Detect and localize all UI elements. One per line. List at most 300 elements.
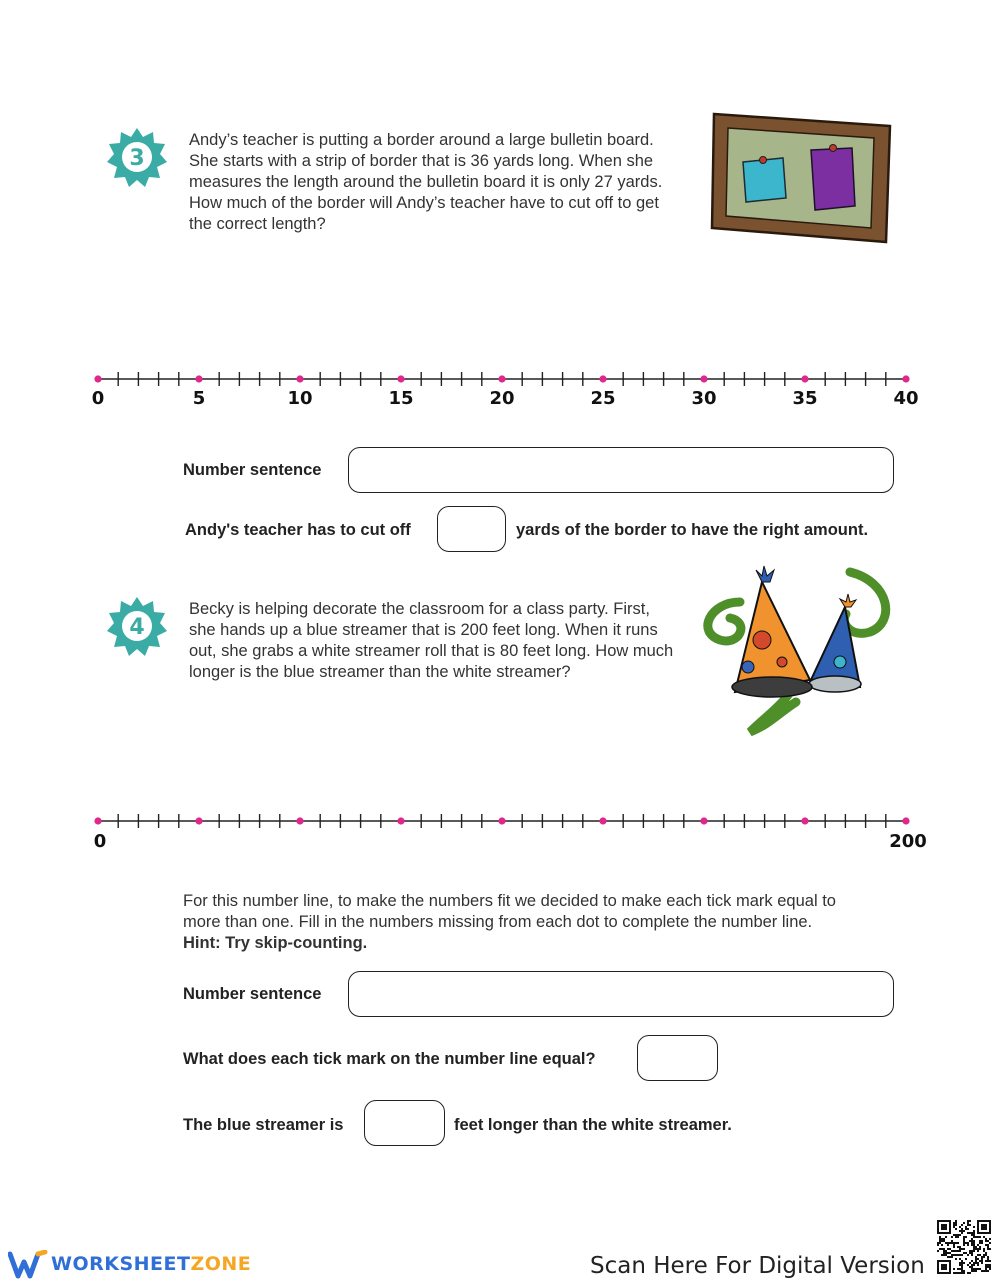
qr-module: [987, 1270, 989, 1272]
blue-hat-brim: [809, 676, 861, 692]
number-line-1-dot: [94, 375, 101, 382]
qr-module: [971, 1260, 973, 1262]
number-line-2-dot: [801, 817, 808, 824]
qr-module: [985, 1244, 987, 1246]
question-3-line: the correct length?: [189, 215, 326, 233]
qr-module: [975, 1262, 977, 1264]
logo-word-zone: ZONE: [190, 1253, 252, 1275]
qr-module: [973, 1262, 975, 1264]
qr-module: [979, 1246, 981, 1248]
qr-module: [967, 1254, 969, 1256]
hint-text: Hint: Try skip-counting.: [183, 934, 368, 952]
qr-module: [971, 1268, 973, 1270]
qr-module: [959, 1234, 961, 1236]
qr-module: [973, 1234, 975, 1236]
qr-module: [989, 1260, 991, 1262]
qr-module: [979, 1242, 981, 1244]
blue-note-pin: [760, 157, 767, 164]
qr-module: [957, 1268, 959, 1270]
qr-module: [985, 1264, 987, 1266]
qr-module: [961, 1262, 963, 1264]
qr-module: [941, 1244, 943, 1246]
purple-note-pin: [830, 145, 837, 152]
qr-module: [967, 1224, 969, 1226]
qr-module: [989, 1268, 991, 1270]
qr-module: [971, 1270, 973, 1272]
qr-module: [961, 1230, 963, 1232]
qr-module: [937, 1244, 939, 1246]
qr-module: [957, 1236, 959, 1238]
qr-module: [971, 1250, 973, 1252]
blue-party-hat: [810, 607, 860, 687]
qr-module: [941, 1238, 943, 1240]
qr-module: [989, 1248, 991, 1250]
qr-module: [943, 1238, 945, 1240]
qr-module: [981, 1242, 983, 1244]
qr-module: [973, 1230, 975, 1232]
qr-module: [967, 1222, 969, 1224]
qr-module: [989, 1242, 991, 1244]
number-line-2-end-label: 200: [889, 831, 927, 852]
number-line-2-start-label: 0: [93, 831, 107, 852]
qr-module: [973, 1232, 975, 1234]
number-line-1-dot: [902, 375, 909, 382]
qr-module: [975, 1256, 977, 1258]
qr-module: [955, 1272, 957, 1274]
qr-module: [975, 1270, 977, 1272]
blue-hat-dot: [834, 656, 846, 668]
qr-module: [959, 1258, 961, 1260]
scan-digital-version-text: Scan Here For Digital Version: [590, 1253, 925, 1279]
qr-module: [945, 1252, 947, 1254]
qr-module: [989, 1264, 991, 1266]
qr-module: [971, 1234, 973, 1236]
qr-module: [939, 1236, 941, 1238]
tick-mark-answer-box[interactable]: [637, 1035, 718, 1081]
hat-pompom: [840, 594, 856, 607]
answer-prefix-q3: Andy's teacher has to cut off: [185, 521, 411, 539]
qr-module: [951, 1250, 953, 1252]
question-4-line: Becky is helping decorate the classroom for a class party. First,: [189, 600, 650, 618]
qr-module: [981, 1262, 983, 1264]
qr-module: [973, 1264, 975, 1266]
qr-module: [969, 1262, 971, 1264]
qr-module: [965, 1252, 967, 1254]
qr-module: [955, 1258, 957, 1260]
qr-module: [949, 1256, 951, 1258]
qr-module: [981, 1256, 983, 1258]
qr-module: [977, 1248, 979, 1250]
purple-note: [811, 148, 855, 210]
qr-module: [955, 1234, 957, 1236]
hat-pompom: [756, 566, 774, 582]
number-line-2-dot: [94, 817, 101, 824]
number-line-1-label: 40: [893, 388, 919, 409]
qr-module: [941, 1254, 943, 1256]
qr-module: [953, 1246, 955, 1248]
qr-module: [969, 1250, 971, 1252]
qr-module: [977, 1254, 979, 1256]
number-line-1-label: 5: [192, 388, 206, 409]
qr-module: [981, 1270, 983, 1272]
question-3-number: 3: [129, 146, 145, 171]
answer-suffix-q3: yards of the border to have the right amount.: [516, 521, 869, 539]
qr-module: [953, 1222, 955, 1224]
qr-module: [955, 1242, 957, 1244]
qr-module: [963, 1242, 965, 1244]
qr-module: [987, 1244, 989, 1246]
qr-module: [953, 1244, 955, 1246]
qr-module: [957, 1246, 959, 1248]
number-sentence-label: Number sentence: [183, 985, 322, 1003]
qr-module: [953, 1268, 955, 1270]
qr-module: [945, 1250, 947, 1252]
qr-module: [961, 1264, 963, 1266]
qr-module: [945, 1236, 947, 1238]
qr-module: [953, 1272, 955, 1274]
qr-module: [985, 1240, 987, 1242]
qr-module: [979, 1240, 981, 1242]
number-sentence-label: Number sentence: [183, 461, 322, 479]
qr-module: [977, 1262, 979, 1264]
qr-module: [957, 1272, 959, 1274]
qr-module: [939, 1248, 941, 1250]
question-4-line: out, she grabs a white streamer roll that is 80 feet long. How much: [189, 642, 674, 660]
question-4-text: [189, 599, 709, 683]
question-4-instructions: [183, 891, 903, 954]
qr-module: [951, 1256, 953, 1258]
qr-module: [973, 1244, 975, 1246]
qr-module: [985, 1270, 987, 1272]
qr-module: [961, 1232, 963, 1234]
qr-module: [973, 1250, 975, 1252]
qr-module: [947, 1248, 949, 1250]
qr-module: [967, 1232, 969, 1234]
qr-module: [963, 1248, 965, 1250]
number-line-2-dot: [296, 817, 303, 824]
qr-module: [961, 1260, 963, 1262]
orange-hat-dot: [742, 661, 754, 673]
question-3: [0, 0, 1000, 560]
qr-module: [959, 1254, 961, 1256]
qr-module: [987, 1266, 989, 1268]
orange-party-hat: [735, 582, 810, 692]
qr-module: [959, 1248, 961, 1250]
qr-module: [959, 1268, 961, 1270]
qr-module: [961, 1254, 963, 1256]
qr-module: [985, 1266, 987, 1268]
qr-module: [953, 1254, 955, 1256]
qr-module: [967, 1264, 969, 1266]
qr-module: [951, 1254, 953, 1256]
qr-module: [963, 1270, 965, 1272]
tick-mark-question: What does each tick mark on the number line equal?: [183, 1050, 596, 1068]
qr-module: [987, 1258, 989, 1260]
qr-module: [961, 1228, 963, 1230]
number-line-1-label: 35: [792, 388, 818, 409]
qr-module: [959, 1246, 961, 1248]
qr-module: [969, 1272, 971, 1274]
qr-module: [941, 1248, 943, 1250]
number-line-2-dot: [599, 817, 606, 824]
qr-module: [955, 1236, 957, 1238]
qr-module: [951, 1236, 953, 1238]
qr-module: [961, 1224, 963, 1226]
qr-module: [971, 1238, 973, 1240]
qr-module: [971, 1244, 973, 1246]
qr-module: [965, 1226, 967, 1228]
qr-module: [971, 1242, 973, 1244]
instruction-line: more than one. Fill in the numbers missing from each dot to complete the number line.: [183, 913, 813, 931]
qr-module: [975, 1258, 977, 1260]
qr-module: [963, 1244, 965, 1246]
qr-module: [963, 1236, 965, 1238]
qr-module: [959, 1264, 961, 1266]
qr-module: [955, 1228, 957, 1230]
qr-module: [947, 1242, 949, 1244]
instruction-line: For this number line, to make the numbers fit we decided to make each tick mark equal to: [183, 892, 836, 910]
qr-module: [985, 1238, 987, 1240]
qr-module: [963, 1238, 965, 1240]
qr-module: [983, 1248, 985, 1250]
qr-module: [955, 1222, 957, 1224]
qr-module: [983, 1236, 985, 1238]
number-line-1-dot: [195, 375, 202, 382]
question-3-line: How much of the border will Andy’s teacher have to cut off to get: [189, 194, 659, 212]
question-4-line: longer is the blue streamer than the white streamer?: [189, 663, 571, 681]
qr-module: [975, 1260, 977, 1262]
qr-module: [967, 1228, 969, 1230]
qr-module: [979, 1248, 981, 1250]
question-4-line: she hands up a blue streamer that is 200 feet long. When it runs: [189, 621, 658, 639]
qr-module: [981, 1260, 983, 1262]
qr-module: [987, 1260, 989, 1262]
qr-module: [977, 1250, 979, 1252]
qr-module: [977, 1244, 979, 1246]
qr-module: [959, 1272, 961, 1274]
qr-module: [967, 1242, 969, 1244]
qr-code[interactable]: [935, 1218, 993, 1276]
orange-hat-brim: [732, 677, 812, 697]
qr-module: [973, 1248, 975, 1250]
qr-module: [983, 1256, 985, 1258]
number-sentence-box-q3[interactable]: [348, 447, 894, 493]
streamer-difference-box[interactable]: [364, 1100, 445, 1146]
qr-module: [951, 1242, 953, 1244]
qr-module: [983, 1250, 985, 1252]
worksheet-zone-logo[interactable]: [51, 1253, 251, 1275]
qr-module: [975, 1236, 977, 1238]
answer-prefix-q4: The blue streamer is: [183, 1116, 344, 1134]
qr-module: [985, 1252, 987, 1254]
worksheet-zone-logo-icon: [8, 1250, 48, 1280]
qr-module: [949, 1248, 951, 1250]
qr-module: [963, 1222, 965, 1224]
number-line-1-dot: [700, 375, 707, 382]
qr-module: [949, 1252, 951, 1254]
qr-module: [953, 1234, 955, 1236]
qr-module: [937, 1250, 939, 1252]
qr-module: [971, 1252, 973, 1254]
footer: [0, 1215, 1000, 1285]
qr-module: [971, 1264, 973, 1266]
qr-module: [973, 1240, 975, 1242]
number-line-2-dot: [397, 817, 404, 824]
party-hats-illustration: [700, 562, 896, 742]
qr-module: [985, 1268, 987, 1270]
qr-module: [959, 1230, 961, 1232]
number-line-2-dot: [700, 817, 707, 824]
orange-hat-dot: [777, 657, 787, 667]
qr-module: [947, 1256, 949, 1258]
qr-module: [943, 1254, 945, 1256]
qr-module: [987, 1240, 989, 1242]
qr-module: [975, 1246, 977, 1248]
qr-module: [971, 1266, 973, 1268]
qr-module: [967, 1272, 969, 1274]
qr-finder-pattern: [941, 1264, 947, 1270]
qr-module: [963, 1262, 965, 1264]
number-line-2-dot: [195, 817, 202, 824]
qr-module: [953, 1250, 955, 1252]
qr-module: [987, 1256, 989, 1258]
qr-module: [981, 1240, 983, 1242]
qr-module: [975, 1248, 977, 1250]
qr-module: [973, 1270, 975, 1272]
question-4-number: 4: [129, 615, 145, 640]
qr-module: [955, 1254, 957, 1256]
qr-module: [939, 1242, 941, 1244]
number-sentence-box-q4[interactable]: [348, 971, 894, 1017]
logo-word-worksheet: WORKSHEET: [51, 1253, 191, 1275]
qr-module: [943, 1252, 945, 1254]
qr-module: [969, 1232, 971, 1234]
qr-module: [955, 1250, 957, 1252]
qr-module: [951, 1240, 953, 1242]
qr-module: [985, 1254, 987, 1256]
qr-module: [981, 1258, 983, 1260]
qr-module: [947, 1244, 949, 1246]
qr-module: [941, 1240, 943, 1242]
qr-module: [987, 1248, 989, 1250]
qr-module: [937, 1242, 939, 1244]
qr-module: [975, 1268, 977, 1270]
qr-module: [983, 1270, 985, 1272]
cut-off-answer-box[interactable]: [437, 506, 506, 552]
qr-module: [973, 1242, 975, 1244]
qr-module: [945, 1242, 947, 1244]
qr-module: [955, 1220, 957, 1222]
qr-module: [959, 1250, 961, 1252]
qr-module: [957, 1250, 959, 1252]
qr-module: [979, 1254, 981, 1256]
qr-module: [961, 1266, 963, 1268]
qr-module: [977, 1268, 979, 1270]
qr-module: [963, 1230, 965, 1232]
qr-module: [965, 1242, 967, 1244]
qr-module: [971, 1254, 973, 1256]
qr-module: [973, 1236, 975, 1238]
qr-module: [973, 1246, 975, 1248]
qr-module: [969, 1220, 971, 1222]
qr-module: [979, 1260, 981, 1262]
qr-module: [977, 1258, 979, 1260]
number-line-1-dot: [599, 375, 606, 382]
qr-module: [967, 1220, 969, 1222]
qr-module: [961, 1272, 963, 1274]
qr-module: [965, 1228, 967, 1230]
qr-module: [961, 1270, 963, 1272]
qr-module: [977, 1264, 979, 1266]
qr-finder-pattern: [981, 1224, 987, 1230]
answer-suffix-q4: feet longer than the white streamer.: [454, 1116, 732, 1134]
qr-module: [939, 1240, 941, 1242]
number-line-1-dot: [498, 375, 505, 382]
qr-module: [987, 1246, 989, 1248]
qr-module: [965, 1258, 967, 1260]
qr-module: [989, 1266, 991, 1268]
qr-module: [953, 1224, 955, 1226]
qr-module: [969, 1266, 971, 1268]
number-line-1-label: 15: [388, 388, 414, 409]
qr-module: [949, 1242, 951, 1244]
qr-module: [959, 1262, 961, 1264]
qr-module: [959, 1226, 961, 1228]
qr-module: [961, 1268, 963, 1270]
qr-module: [953, 1226, 955, 1228]
question-3-badge: [107, 127, 167, 187]
qr-module: [963, 1252, 965, 1254]
question-3-line: She starts with a strip of border that is 36 yards long. When she: [189, 152, 654, 170]
qr-module: [983, 1254, 985, 1256]
qr-module: [963, 1272, 965, 1274]
number-line-1-label: 10: [287, 388, 313, 409]
qr-module: [987, 1264, 989, 1266]
qr-module: [977, 1236, 979, 1238]
qr-module: [967, 1244, 969, 1246]
qr-module: [969, 1224, 971, 1226]
qr-module: [953, 1242, 955, 1244]
qr-module: [971, 1240, 973, 1242]
number-line-2-dot: [498, 817, 505, 824]
qr-module: [979, 1236, 981, 1238]
number-line-1-dot: [801, 375, 808, 382]
qr-module: [963, 1240, 965, 1242]
qr-module: [971, 1232, 973, 1234]
question-3-text: [189, 130, 709, 235]
qr-module: [943, 1240, 945, 1242]
number-line-1-label: 30: [691, 388, 717, 409]
qr-module: [947, 1252, 949, 1254]
qr-module: [973, 1268, 975, 1270]
qr-module: [965, 1236, 967, 1238]
blue-note: [743, 158, 786, 202]
qr-module: [961, 1248, 963, 1250]
orange-hat-dot: [753, 631, 771, 649]
qr-module: [955, 1224, 957, 1226]
qr-module: [943, 1250, 945, 1252]
qr-module: [985, 1260, 987, 1262]
question-3-line: Andy’s teacher is putting a border around a large bulletin board.: [189, 131, 654, 149]
qr-module: [973, 1226, 975, 1228]
qr-module: [979, 1268, 981, 1270]
number-line-1-dot: [397, 375, 404, 382]
number-line-1-label: 0: [91, 388, 105, 409]
number-line-1-label: 20: [489, 388, 515, 409]
qr-module: [989, 1238, 991, 1240]
qr-module: [945, 1254, 947, 1256]
number-line-1-dot: [296, 375, 303, 382]
